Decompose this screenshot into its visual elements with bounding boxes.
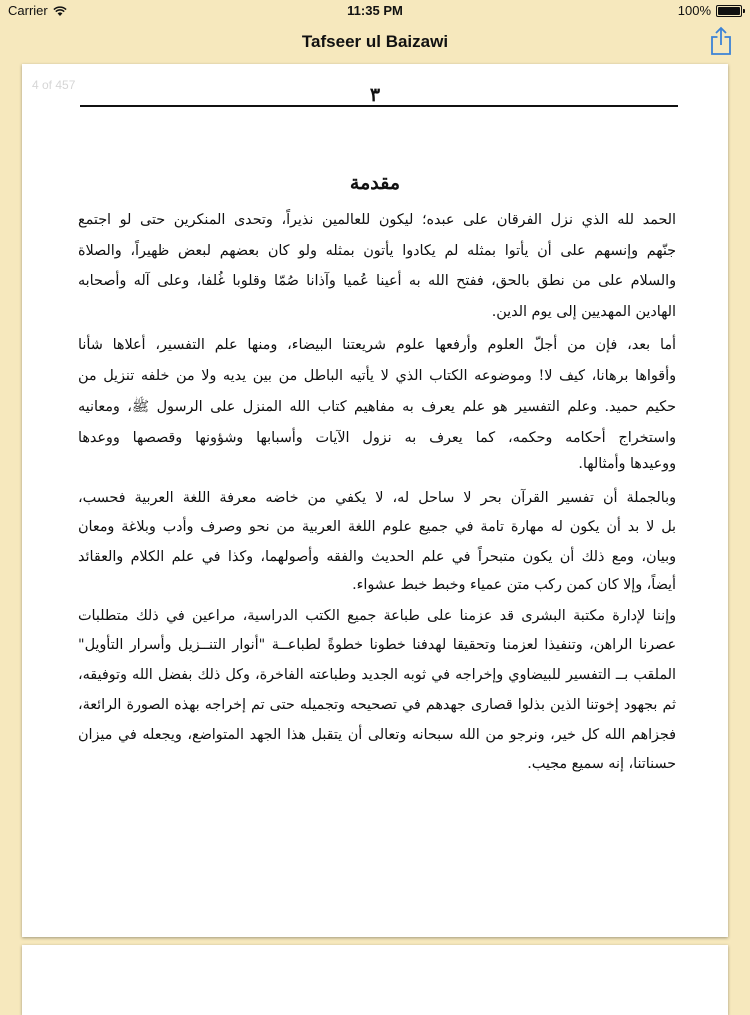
nav-bar bbox=[0, 22, 750, 62]
text-line: الهادين المهديين إلى يوم الدين. bbox=[491, 304, 676, 320]
text-line: عصرنا الراهن، وتنفيذا لعزمنا وتحقيقا لهدفنا خطونا خطوةً لطباعــة "أنوار التنــزيل وأسرار التأويل" bbox=[78, 637, 676, 653]
text-line: جنّهم وإنسهم على أن يأتوا بمثله لم يكادوا يأتون بمثله ولو كان بعضهم لبعض ظهيراً، والصلاة bbox=[78, 243, 676, 259]
battery-icon bbox=[716, 5, 742, 17]
text-line: واستخراج أحكامه وحكمه، كما يعرف به نزول الآيات وأسبابها وشؤونها وقصصها ووعدها bbox=[78, 430, 676, 446]
text-line: حسناتنا، إنه سميع مجيب. bbox=[527, 756, 676, 772]
text-line: حكيم حميد. وعلم التفسير هو علم يعرف به مفاهيم كتاب الله المنزل على الرسول ﷺ، ومعانيه bbox=[78, 399, 676, 415]
text-line: وأقواها برهانا، كيف لا! وموضوعه الكتاب الذي لا يأتيه الباطل من بين يديه ولا من خلفه تنزيل من bbox=[78, 368, 676, 384]
header-rule bbox=[80, 105, 678, 107]
text-line: وبالجملة أن تفسير القرآن بحر لا ساحل له، لا يكفي من خاضه معرفة اللغة العربية فحسب، bbox=[78, 490, 676, 506]
text-line: الملقب بــ التفسير للبيضاوي وإخراجه في ثوبه الجديد وطباعته الفاخرة، وكل ذلك بفضل الله وتوفيقه، bbox=[78, 667, 676, 683]
text-line: الحمد لله الذي نزل الفرقان على عبده؛ ليكون للعالمين نذيراً، وتحدى المنكرين حتى لو اجتمع bbox=[78, 212, 676, 228]
text-line: بل لا بد أن يكون له مهارة تامة في جميع علوم اللغة العربية من نحو وصرف وأدب وبلاغة ومعان bbox=[78, 519, 676, 535]
text-line: وبيان، ومع ذلك أن يكون متبحراً في علم الحديث والفقه وأصولهما، وكذا في علم الكلام والعقائد bbox=[78, 549, 676, 565]
document-page[interactable] bbox=[22, 64, 728, 937]
status-right bbox=[678, 3, 742, 18]
page-heading: مقدمة bbox=[349, 172, 401, 194]
text-line: أيضاً، وإلا كان كمن ركب متن عمياء وخبط خبط عشواء. bbox=[352, 577, 676, 593]
status-time: 11:35 PM bbox=[347, 3, 403, 18]
nav-title: Tafseer ul Baizawi bbox=[301, 32, 449, 51]
text-line: أما بعد، فإن من أجلّ العلوم وأرفعها علوم شريعتنا البيضاء، ومنها علم التفسير، أعلاها شأنا bbox=[78, 337, 676, 353]
status-bar bbox=[0, 0, 750, 22]
page-number: ٣ bbox=[369, 84, 381, 106]
text-line: ووعيدها وأمثالها. bbox=[578, 456, 676, 472]
battery-percent: 100% bbox=[677, 3, 711, 18]
text-line: وإننا لإدارة مكتبة البشرى قد عزمنا على طباعة جميع الكتب الدراسية، مراعين في ذلك متطلبات bbox=[78, 608, 676, 624]
text-line: فجزاهم الله كل خير، ونرجو من الله سبحانه وتعالى أن يتقبل هذا الجهد المتواضع، ويجعله في ميزان bbox=[78, 727, 676, 743]
text-line: والسلام على من نطق بالحق، ففتح الله به أعينا عُميا وآذانا صُمّا وقلوبا غُلفا، وعلى آله وأصحابه bbox=[78, 273, 676, 289]
text-line: ثم بجهود إخوتنا الذين بذلوا قصارى جهدهم في تصحيحه وتجميله حتى تم إخراجه بهذه الصورة الرائعة، bbox=[78, 697, 676, 713]
carrier-label: Carrier bbox=[8, 3, 48, 18]
next-page[interactable] bbox=[22, 945, 728, 1015]
page-counter: 4 of 457 bbox=[32, 78, 76, 92]
share-icon[interactable] bbox=[708, 26, 734, 56]
